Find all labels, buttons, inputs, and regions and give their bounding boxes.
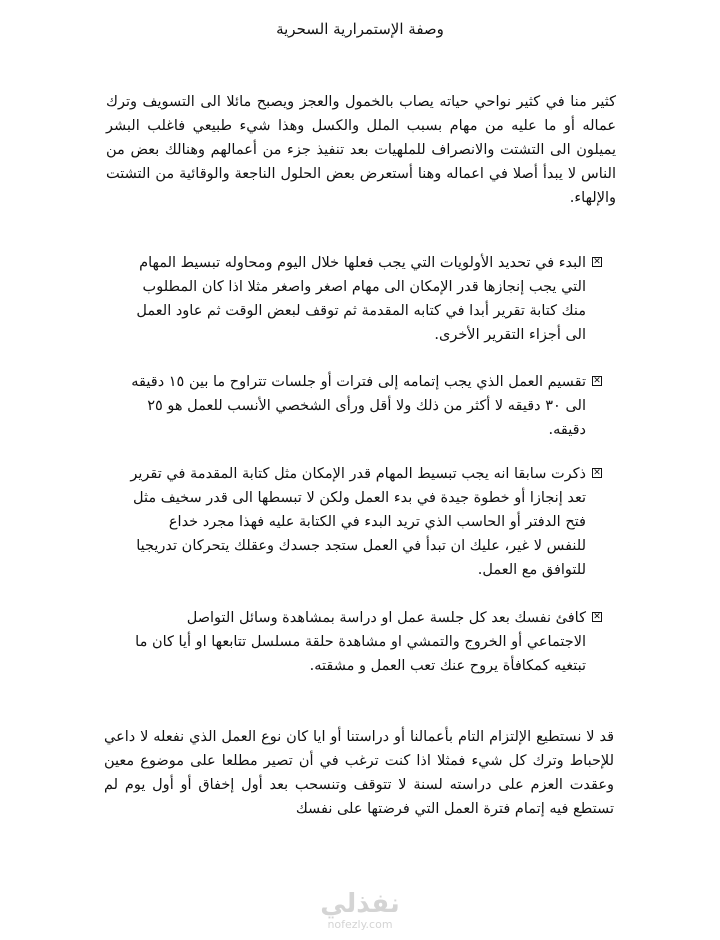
bullet-text: كافئ نفسك بعد كل جلسة عمل او دراسة بمشاهدة وسائل التواصل الاجتماعي أو الخروج والتمشي او مشاهدة حلقة مسلسل تتابعها او أيا كان ما تبتغيه كمكافأة يروح عنك تعب العمل و مشقته.	[135, 610, 586, 674]
watermark-logo	[0, 890, 720, 931]
bullet-item-2	[126, 370, 601, 442]
checkbox-x-icon: ✕	[593, 256, 601, 267]
bullet-text: تقسيم العمل الذي يجب إتمامه إلى فترات أو جلسات تتراوح ما بين ١٥ دقيقه الى ٣٠ دقيقه لا أكثر من ذلك ولا أقل ورأى الشخصي الأنسب للعمل هو ٢٥ دقيقه.	[131, 374, 586, 438]
bullet-text: ذكرت سابقا انه يجب تبسيط المهام قدر الإمكان مثل كتابة المقدمة في تقرير تعد إنجازا أو خطوة جيدة في بدء العمل ولكن لا تبسطها الى قدر سخيف مثل فتح الدفتر أو الحاسب الذي تريد البدء في الكتابة عليه فهذا مجرد خداع للنفس لا غير، عليك ان تبدأ في العمل ستجد جسدك وعقلك يتحركان تدريجيا للتوافق مع العمل.	[130, 466, 586, 578]
bullet-item-3	[126, 462, 601, 582]
checkbox-x-icon: ✕	[593, 375, 601, 386]
watermark-text: نفذلي	[320, 889, 400, 919]
intro-paragraph: كثير منا في كثير نواحي حياته يصاب بالخمول والعجز ويصبح مائلا الى التسويف وترك عماله أو ما عليه من مهام بسبب الملل والكسل وهذا شيء طبيعي فاغلب البشر يميلون الى التشتت والانصراف للملهيات بعد تنفيذ جزء من أعمالهم وهنالك بعض من الناس لا يبدأ أصلا في اعماله وهنا أستعرض بعض الحلول الناجعة والوقائية من التشتت والإلهاء.	[106, 94, 616, 206]
bullet-text: البدء في تحديد الأولويات التي يجب فعلها خلال اليوم ومحاوله تبسيط المهام التي يجب إنجازها قدر الإمكان الى مهام اصغر واصغر مثلا اذا كان المطلوب منك كتابة تقرير أبدا في كتابه المقدمة ثم توقف لبعض الوقت ثم عاود العمل الى أجزاء التقرير الأخرى.	[136, 255, 586, 343]
closing-paragraph: قد لا نستطيع الإلتزام التام بأعمالنا أو دراستنا أو ايا كان نوع العمل الذي نفعله لا داعي للإحباط وترك كل شيء فمثلا اذا كنت ترغب في أن تصير مطلعا على موضوع معين وعقدت العزم على دراسته لسنة لا تتوقف وتنسحب بعد أول إخفاق أو أول يوم لم تستطع فيه إتمام فترة العمل التي فرضتها على نفسك	[104, 729, 614, 817]
checkbox-x-icon: ✕	[593, 611, 601, 622]
bullet-item-4	[126, 606, 601, 678]
watermark-url: nofezly.com	[327, 918, 393, 931]
bullet-item-1	[126, 251, 601, 347]
checkbox-x-icon: ✕	[593, 467, 601, 478]
document-title: وصفة الإستمرارية السحرية	[276, 20, 444, 38]
